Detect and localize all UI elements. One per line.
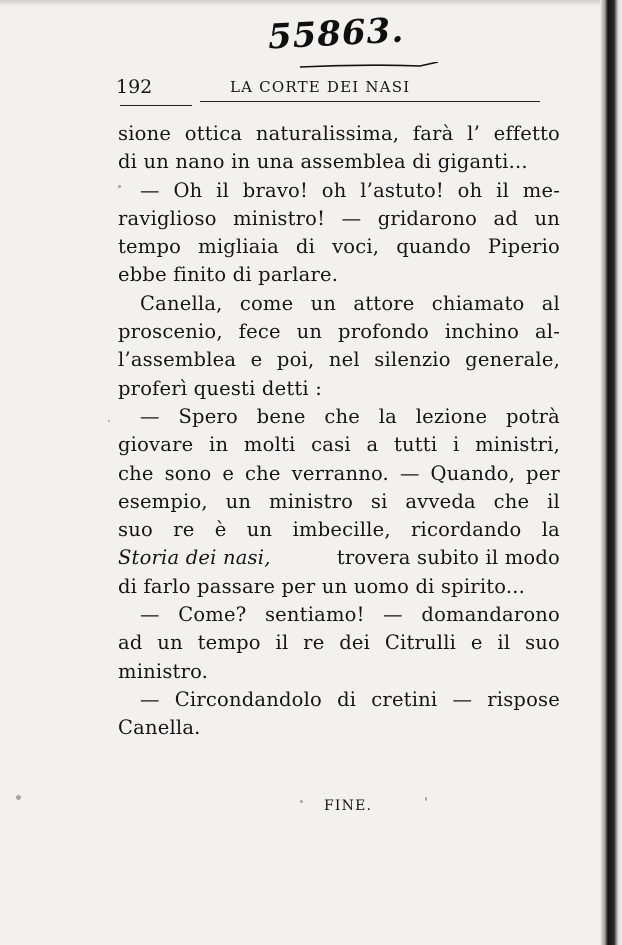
- text-line: di un nano in una assemblea di giganti...: [118, 150, 528, 174]
- text-line: Canella.: [118, 716, 201, 740]
- page-top-shadow: [0, 0, 600, 6]
- text-line: suo re è un imbecille, ricordando la: [118, 518, 560, 542]
- text-line: proferì questi detti :: [118, 376, 323, 400]
- text-line: — Circondandolo di cretini — rispose: [140, 687, 560, 711]
- paper-speck: [118, 185, 121, 188]
- text-line: sione ottica naturalissima, farà l’ effetto: [118, 122, 560, 145]
- paper-speck: [300, 800, 303, 803]
- inventory-underline: [300, 62, 440, 70]
- paper-speck: [16, 795, 21, 800]
- body-text: [118, 120, 560, 743]
- text-line: esempio, un ministro si avveda che il: [118, 489, 560, 513]
- header-rule-left: [120, 105, 192, 106]
- text-line: — Spero bene che la lezione potrà: [140, 404, 560, 428]
- text-line: ministro.: [118, 659, 209, 683]
- text-line: raviglioso ministro! — gridarono ad un: [118, 206, 560, 230]
- book-spine-edge: [600, 0, 622, 945]
- text-line: proscenio, fece un profondo inchino al-: [118, 320, 560, 344]
- paper-speck: [425, 797, 427, 801]
- text-line: di farlo passare per un uomo di spirito...: [118, 574, 526, 598]
- text-line: — Oh il bravo! oh l’astuto! oh il me-: [140, 178, 560, 202]
- running-title: LA CORTE DEI NASI: [230, 78, 411, 96]
- text-line: tempo migliaia di voci, quando Piperio: [118, 235, 560, 259]
- text-line: Canella, come un attore chiamato al: [140, 291, 560, 315]
- text-line: che sono e che verranno. — Quando, per: [118, 461, 560, 485]
- header-rule-right: [200, 101, 540, 102]
- text-line: ad un tempo il re dei Citrulli e il suo: [118, 631, 560, 655]
- page-number: 192: [116, 76, 153, 98]
- text-line-with-title: [118, 544, 560, 572]
- paper-speck: [108, 420, 110, 422]
- italic-book-title: Storia dei nasi,: [118, 546, 271, 570]
- text-line: — Come? sentiamo! — domandarono: [140, 603, 560, 627]
- text-line: trovera subito il modo: [336, 546, 560, 570]
- text-line: ebbe finito di parlare.: [118, 263, 339, 287]
- text-line: l’assemblea e poi, nel silenzio generale,: [118, 348, 560, 372]
- end-mark: FINE.: [324, 798, 373, 814]
- handwritten-inventory-number: 55863.: [267, 10, 406, 58]
- text-line: giovare in molti casi a tutti i ministri,: [118, 433, 560, 457]
